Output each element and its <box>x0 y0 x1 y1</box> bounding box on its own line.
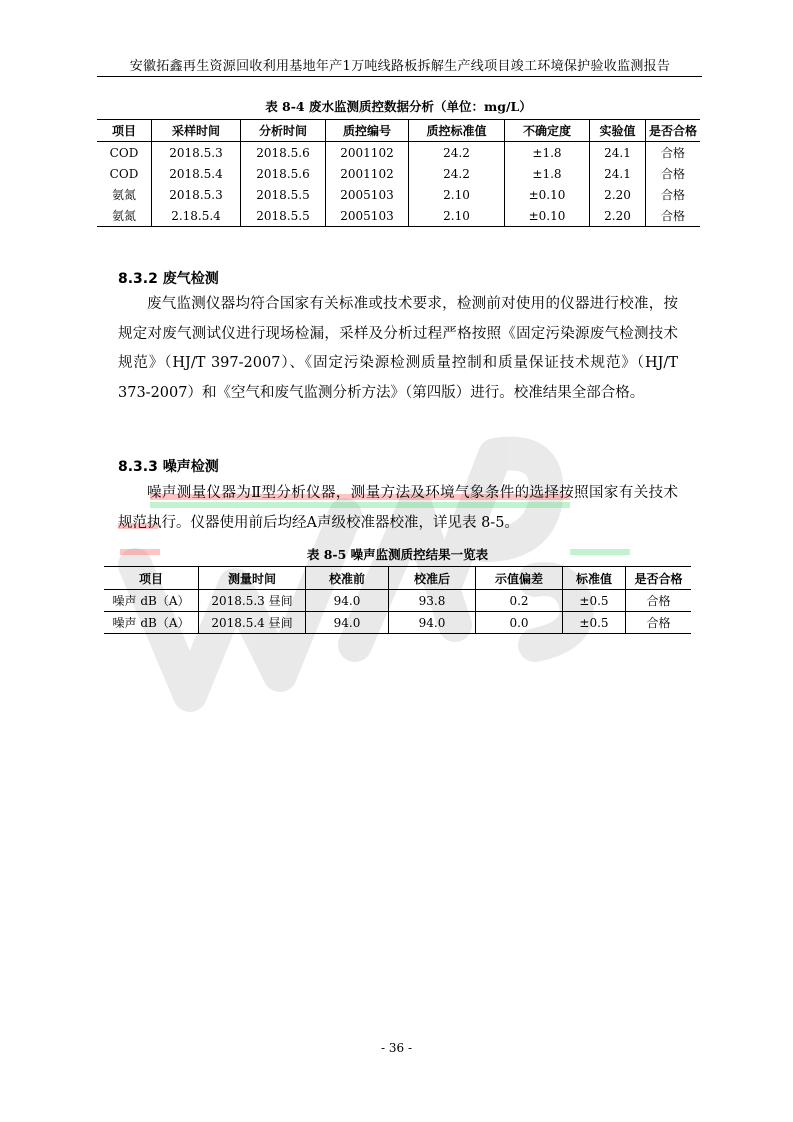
column-header: 示值偏差 <box>476 567 563 590</box>
report-header-title: 安徽拓鑫再生资源回收利用基地年产1万吨线路板拆解生产线项目竣工环境保护验收监测报告 <box>129 59 671 74</box>
header-divider <box>97 76 702 77</box>
section-heading-noise: 8.3.3 噪声检测 <box>118 459 219 475</box>
table-cell: 24.2 <box>409 163 505 184</box>
table-cell: 氨氮 <box>111 188 136 202</box>
table-cell: 2005103 <box>326 184 409 205</box>
column-header: 分析时间 <box>241 120 326 142</box>
noise-paragraph: 噪声测量仪器为Ⅱ型分析仪器，测量方法及环境气象条件的选择按照国家有关技术规范执行。仪器使用前后均经A声级校准器校准，详见表 8-5。 <box>118 485 678 531</box>
table-row <box>104 590 691 612</box>
table-cell: 0.2 <box>476 590 563 612</box>
table-cell: ±0.5 <box>563 590 626 612</box>
column-header: 采样时间 <box>152 120 241 142</box>
table-cell: 噪声 dB（A） <box>104 590 199 612</box>
table-cell: 合格 <box>626 612 692 634</box>
table-cell: 0.0 <box>476 612 563 634</box>
column-header: 标准值 <box>563 567 626 590</box>
table-cell: 2018.5.6 <box>241 163 326 184</box>
table-cell: 2.18.5.4 <box>152 205 241 227</box>
table-row <box>104 612 691 634</box>
table-cell: 合格 <box>646 142 701 164</box>
table-cell: 2018.5.3 <box>152 184 241 205</box>
table-row <box>97 184 700 205</box>
column-header: 测量时间 <box>199 567 306 590</box>
column-header: 质控标准值 <box>409 120 505 142</box>
table-cell: 2018.5.6 <box>241 142 326 164</box>
table-cell: 2.10 <box>409 184 505 205</box>
table-cell: 94.0 <box>306 590 389 612</box>
table-cell: 2.10 <box>409 205 505 227</box>
table-header-row <box>104 567 691 590</box>
section-heading-exhaust-gas: 8.3.2 废气检测 <box>118 271 219 287</box>
table-cell: 24.1 <box>590 163 646 184</box>
exhaust-gas-paragraph: 废气监测仪器均符合国家有关标准或技术要求，检测前对使用的仪器进行校准，按规定对废气测试仪进行现场检漏，采样及分析过程严格按照《固定污染源废气检测技术规范》（HJ/T 397-2007）、《固定污染源检测质量控制和质量保证技术规范》（HJ/T 373-2007）和《空气和废气监测分析方法》（第四版）进行。校准结果全部合格。 <box>118 296 678 401</box>
column-header: 项目 <box>97 120 152 142</box>
table-cell: 2018.5.5 <box>241 184 326 205</box>
table-row <box>97 163 700 184</box>
column-header: 质控编号 <box>326 120 409 142</box>
table-cell: 2018.5.4 昼间 <box>199 612 306 634</box>
column-header: 实验值 <box>590 120 646 142</box>
table-row <box>97 142 700 164</box>
table-cell: ±0.10 <box>505 205 590 227</box>
table-cell: COD <box>109 166 139 181</box>
table-cell: 93.8 <box>389 590 476 612</box>
column-header: 不确定度 <box>505 120 590 142</box>
table-cell: ±0.10 <box>505 184 590 205</box>
column-header: 是否合格 <box>646 120 701 142</box>
table-cell: 2005103 <box>326 205 409 227</box>
table-cell: 噪声 dB（A） <box>104 612 199 634</box>
table-cell: 合格 <box>626 590 692 612</box>
table-cell: 2018.5.3 <box>152 142 241 164</box>
column-header: 校准前 <box>306 567 389 590</box>
table-cell: ±0.5 <box>563 612 626 634</box>
column-header: 项目 <box>104 567 199 590</box>
table-cell: 2.20 <box>590 184 646 205</box>
table-cell: 2018.5.4 <box>152 163 241 184</box>
table-cell: 2.20 <box>590 205 646 227</box>
table-cell: 24.2 <box>409 142 505 164</box>
table-cell: 2001102 <box>326 142 409 164</box>
table-cell: COD <box>109 145 139 160</box>
table-cell: 94.0 <box>306 612 389 634</box>
table-cell: ±1.8 <box>505 142 590 164</box>
table-header-row <box>97 120 700 142</box>
table-8-5-caption: 表 8-5 噪声监测质控结果一览表 <box>306 547 489 562</box>
table-cell: 2018.5.3 昼间 <box>199 590 306 612</box>
page-number: - 36 - <box>380 1041 412 1055</box>
table-row <box>97 205 700 227</box>
table-cell: 94.0 <box>389 612 476 634</box>
table-cell: 2018.5.5 <box>241 205 326 227</box>
table-cell: ±1.8 <box>505 163 590 184</box>
noise-qc-table <box>104 566 691 634</box>
table-cell: 氨氮 <box>111 209 136 223</box>
table-cell: 合格 <box>646 184 701 205</box>
table-cell: 2001102 <box>326 163 409 184</box>
column-header: 是否合格 <box>626 567 692 590</box>
table-cell: 合格 <box>646 205 701 227</box>
table-8-4-caption: 表 8-4 废水监测质控数据分析（单位：mg/L） <box>265 99 532 114</box>
column-header: 校准后 <box>389 567 476 590</box>
wastewater-qc-table <box>97 119 700 227</box>
table-cell: 24.1 <box>590 142 646 164</box>
table-cell: 合格 <box>646 163 701 184</box>
